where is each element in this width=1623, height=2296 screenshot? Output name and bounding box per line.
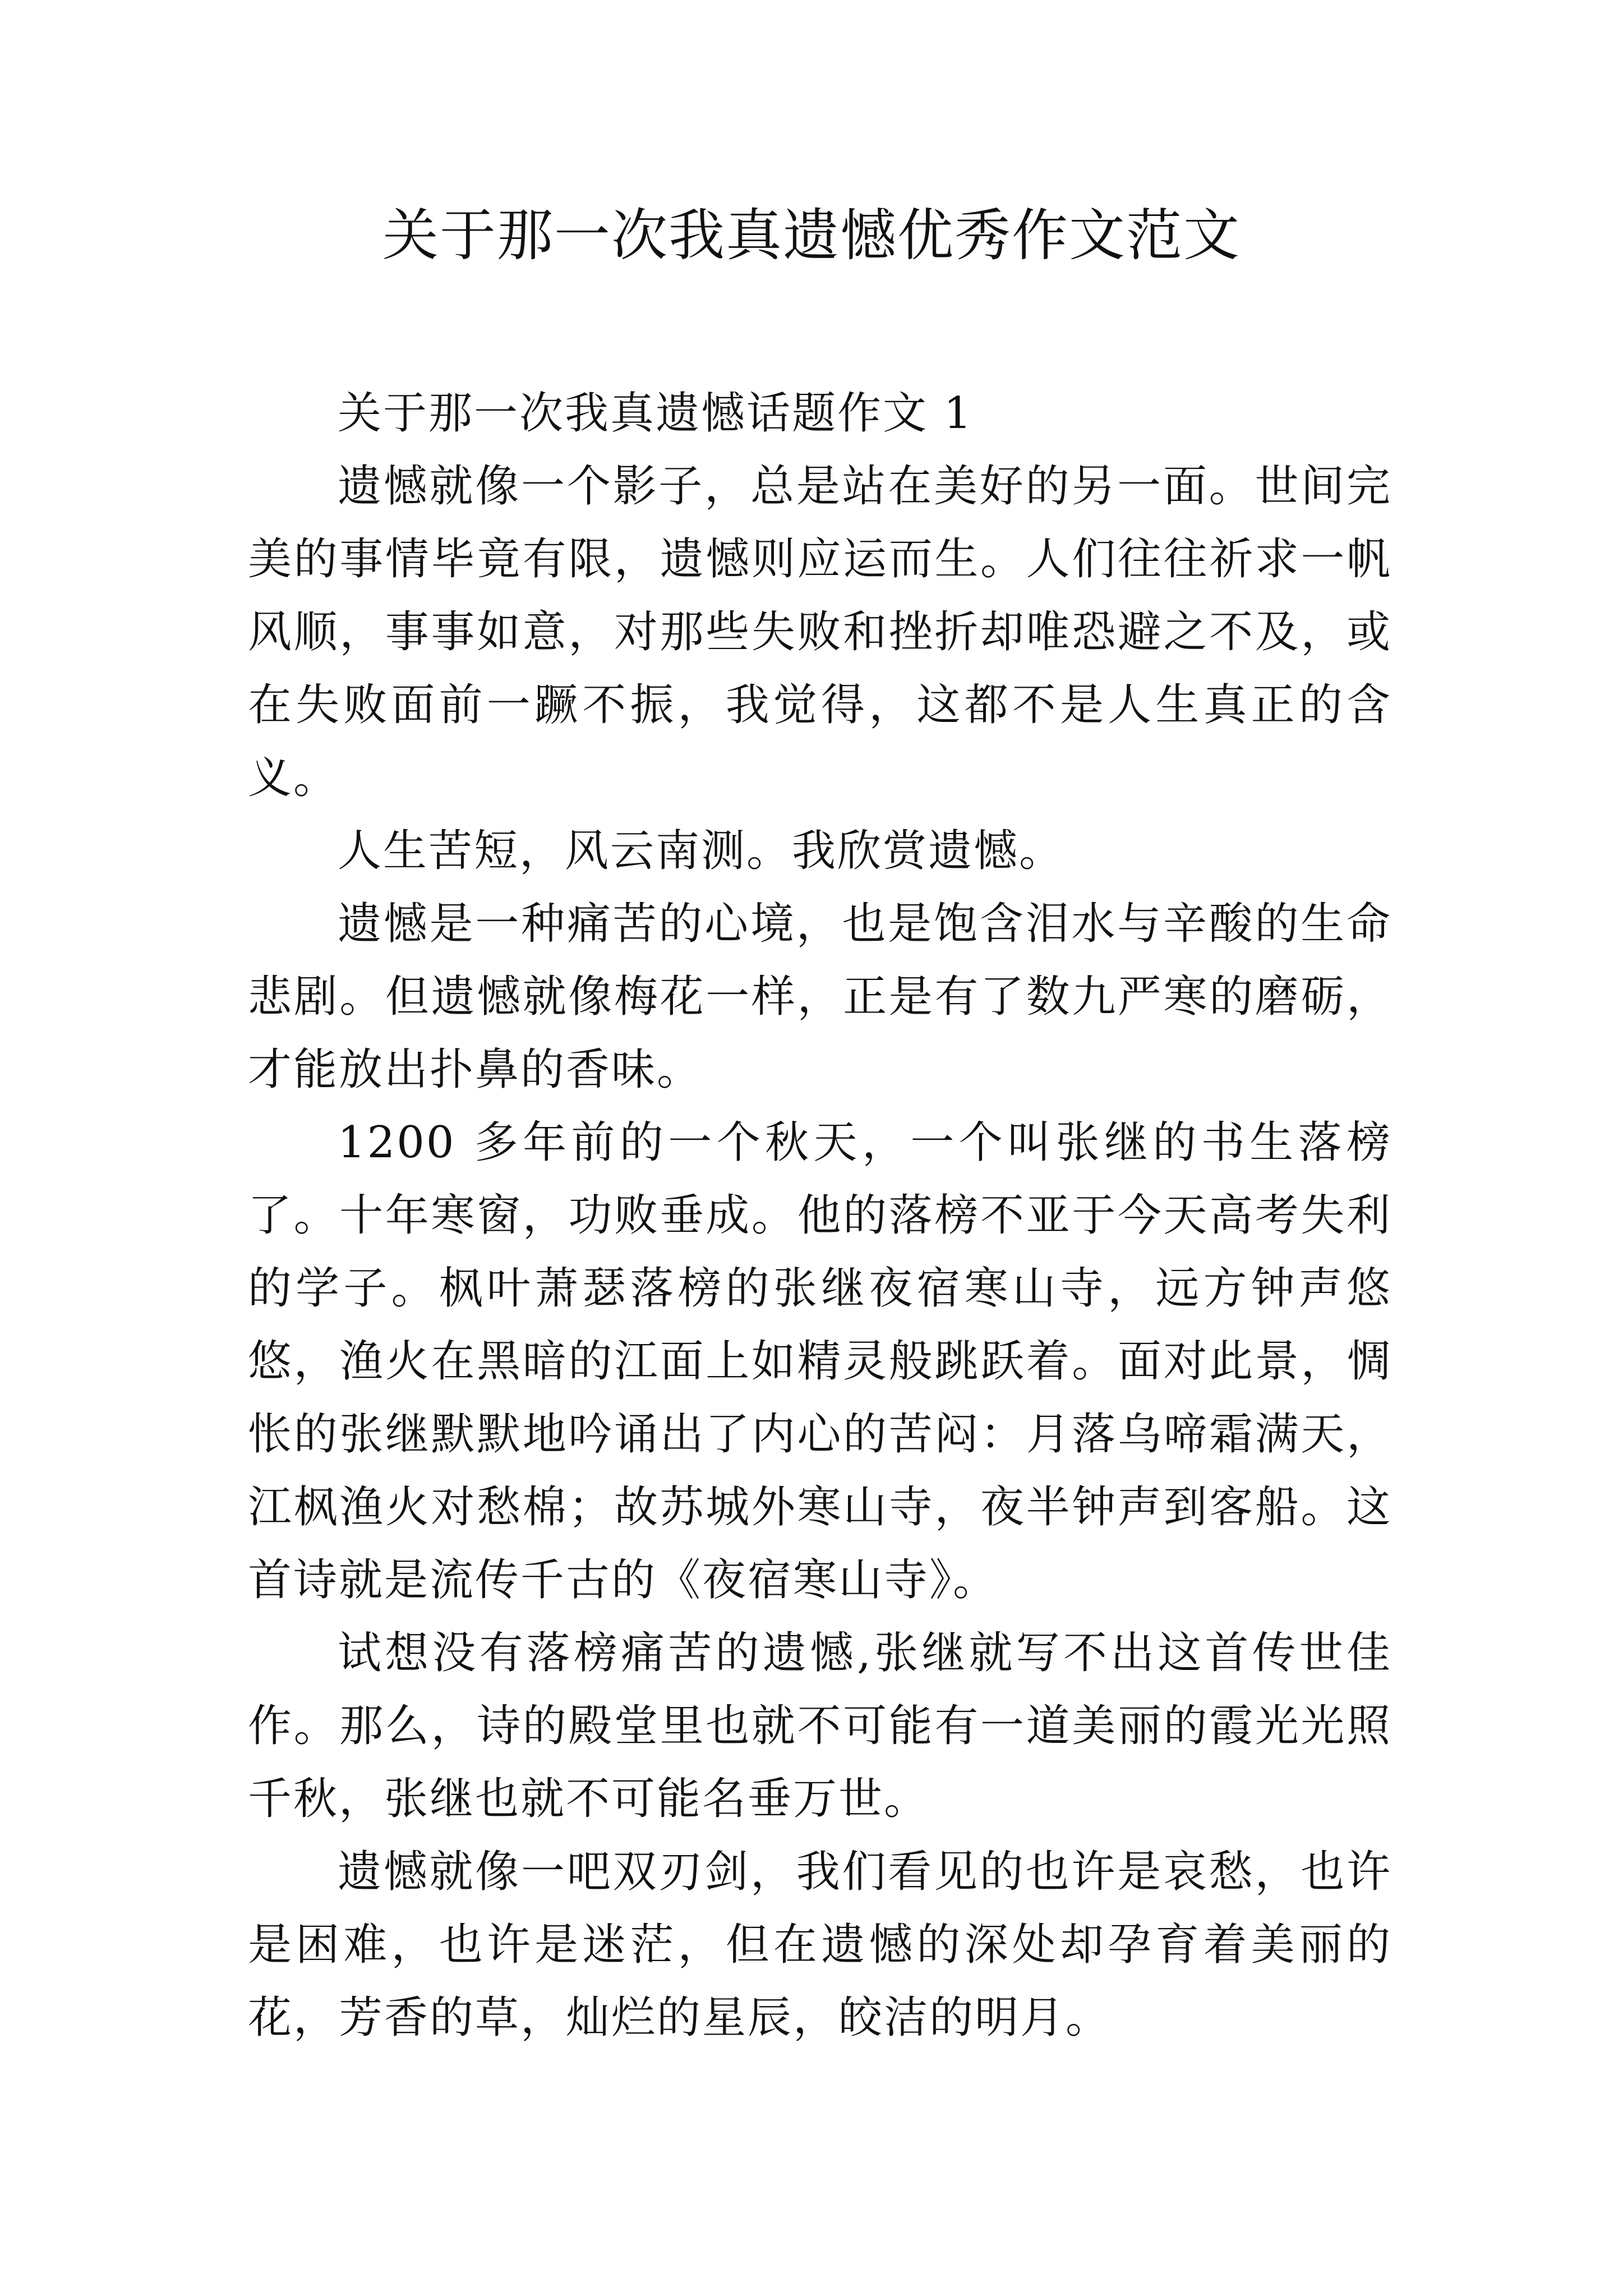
paragraph: 遗憾就像一吧双刃剑，我们看见的也许是哀愁，也许是困难，也许是迷茫，但在遗憾的深处却孕育着美丽的花，芳香的草，灿烂的星辰，皎洁的明月。 [248,1847,1392,2043]
paragraph: 试想没有落榜痛苦的遗憾,张继就写不出这首传世佳作。那么，诗的殿堂里也就不可能有一道美丽的霞光光照千秋，张继也就不可能名垂万世。 [248,1628,1392,1824]
paragraph: 人生苦短，风云南测。我欣赏遗憾。 [338,826,1065,876]
document-body [248,377,1392,2054]
paragraph: 遗憾是一种痛苦的心境，也是饱含泪水与辛酸的生命悲剧。但遗憾就像梅花一样，正是有了数九严寒的磨砺，才能放出扑鼻的香味。 [248,899,1392,1095]
paragraph-heading: 关于那一次我真遗憾话题作文 1 [338,388,974,439]
paragraph: 遗憾就像一个影子，总是站在美好的另一面。世间完美的事情毕竟有限，遗憾则应运而生。人们往往祈求一帆风顺，事事如意，对那些失败和挫折却唯恐避之不及，或在失败面前一蹶不振，我觉得，这都不是人生真正的含义。 [248,461,1392,803]
paragraph: 1200 多年前的一个秋天，一个叫张继的书生落榜了。十年寒窗，功败垂成。他的落榜不亚于今天高考失利的学子。枫叶萧瑟落榜的张继夜宿寒山寺，远方钟声悠悠，渔火在黑暗的江面上如精灵般跳跃着。面对此景，惆怅的张继默默地吟诵出了内心的苦闷：月落乌啼霜满天，江枫渔火对愁棉；故苏城外寒山寺，夜半钟声到客船。这首诗就是流传千古的《夜宿寒山寺》。 [248,1117,1392,1605]
document-title: 关于那一次我真遗憾优秀作文范文 [382,203,1241,268]
